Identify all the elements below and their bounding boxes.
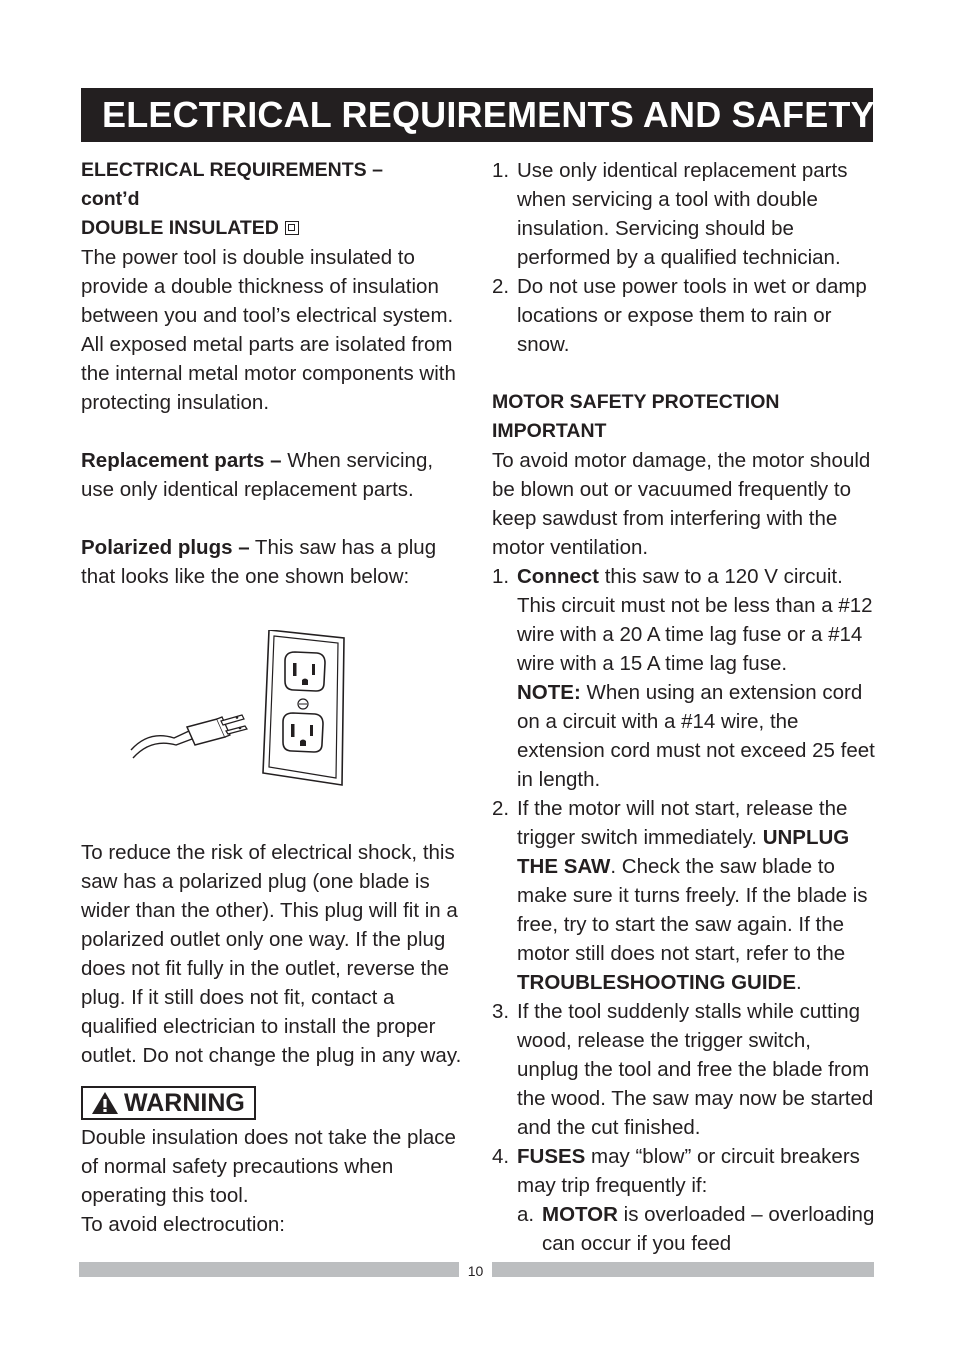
list-item-text: Do not use power tools in wet or damp locations or expose them to rain or snow. — [517, 275, 867, 356]
motor-safety-heading-text: MOTOR SAFETY PROTECTION — [492, 391, 780, 413]
section-heading — [81, 156, 466, 214]
double-insulation-symbol-icon — [285, 221, 299, 235]
section-heading-text: ELECTRICAL REQUIREMENTS – — [81, 159, 383, 181]
note-text: When using an extension cord on a circuit with a #14 wire, the extension cord must not exceed 25 feet in length. — [517, 681, 875, 791]
footer-bar-right — [492, 1262, 874, 1277]
warning-label: WARNING — [124, 1089, 245, 1117]
page-number: 10 — [467, 1263, 484, 1279]
list-item — [492, 156, 877, 272]
list-item — [492, 997, 877, 1142]
polarized-plug-outlet-icon — [129, 630, 349, 790]
warning-triangle-icon — [91, 1091, 119, 1115]
footer-bar-left — [79, 1262, 459, 1277]
important-label: IMPORTANT — [492, 420, 607, 442]
list-item-text: this saw to a 120 V circuit. This circuit must not be less than a #12 wire with a 20 A time lag fuse or a #14 wire with a 15 A time lag fuse. — [517, 565, 873, 675]
list-item — [492, 1142, 877, 1200]
replacement-parts-paragraph — [81, 446, 466, 504]
warning-label-box — [81, 1086, 256, 1120]
list-item — [492, 272, 877, 359]
motor-intro-paragraph: To avoid motor damage, the motor should be blown out or vacuumed frequently to keep sawdust from interfering with the motor ventilation. — [492, 449, 871, 559]
page-title: ELECTRICAL REQUIREMENTS AND SAFETY — [81, 88, 873, 142]
sub-list-item-letter: a. — [517, 1203, 535, 1226]
left-column — [81, 156, 466, 1239]
list-item-number: 2. — [492, 275, 510, 298]
list-item-number: 2. — [492, 797, 510, 820]
motor-safety-heading — [492, 388, 877, 446]
polarized-plugs-lead: Polarized plugs – — [81, 536, 250, 559]
section-heading-cont: cont’d — [81, 188, 140, 210]
list-item-bold: Connect — [517, 565, 599, 588]
plug-outlet-illustration — [81, 591, 466, 838]
unplug-the-saw-text: UNPLUG THE SAW — [517, 826, 850, 878]
polarized-plugs-paragraph — [81, 533, 466, 591]
list-item-text: If the motor will not start, release the trigger switch immediately. — [517, 797, 848, 849]
double-insulated-paragraph: The power tool is double insulated to provide a double thickness of insulation between you and tool’s electrical system. All exposed metal parts are isolated from the internal metal motor components with protecting insulation. — [81, 246, 456, 414]
list-item-text: . Check the saw blade to make sure it turns freely. If the blade is free, try to start the saw again. If the motor still does not start, refer to the — [517, 855, 868, 965]
double-insulated-label: DOUBLE INSULATED — [81, 217, 279, 239]
sub-list-item-bold: MOTOR — [542, 1203, 618, 1226]
list-item — [492, 794, 877, 997]
list-item-text: If the tool suddenly stalls while cutting wood, release the trigger switch, unplug the tool and free the blade from the wood. The saw may now be started and the cut finished. — [517, 1000, 874, 1139]
warning-paragraph: Double insulation does not take the place of normal safety precautions when operating this tool. — [81, 1126, 456, 1207]
replacement-parts-text: When servicing, use only identical replacement parts. — [81, 449, 434, 501]
list-item-number: 1. — [492, 159, 510, 182]
list-item-number: 3. — [492, 1000, 510, 1023]
double-insulated-heading — [81, 214, 466, 243]
sub-list-item — [492, 1200, 877, 1258]
list-item-number: 4. — [492, 1145, 510, 1168]
list-item-text: Use only identical replacement parts when servicing a tool with double insulation. Servicing should be performed by a qualified technician. — [517, 159, 848, 269]
list-item-text: may “blow” or circuit breakers may trip frequently if: — [517, 1145, 860, 1197]
troubleshooting-guide-reference: TROUBLESHOOTING GUIDE — [517, 971, 797, 994]
avoid-electrocution-text: To avoid electrocution: — [81, 1213, 285, 1236]
shock-risk-paragraph: To reduce the risk of electrical shock, this saw has a polarized plug (one blade is wider than the other). This plug will fit in a polarized outlet only one way. If the plug does not fit fully in the outlet, reverse the plug. If it still does not fit, contact a qualified electrician to install the proper outlet. Do not change the plug in any way. — [81, 841, 462, 1067]
polarized-plugs-text: This saw has a plug that looks like the one shown below: — [81, 536, 437, 588]
list-item-bold: FUSES — [517, 1145, 586, 1168]
note-label: NOTE: — [517, 681, 581, 704]
list-item-text: . — [796, 971, 802, 994]
replacement-parts-lead: Replacement parts – — [81, 449, 282, 472]
list-item-number: 1. — [492, 565, 510, 588]
list-item — [492, 562, 877, 794]
sub-list-item-text: is overloaded – overloading can occur if you feed — [542, 1203, 875, 1255]
right-column — [492, 156, 877, 1258]
